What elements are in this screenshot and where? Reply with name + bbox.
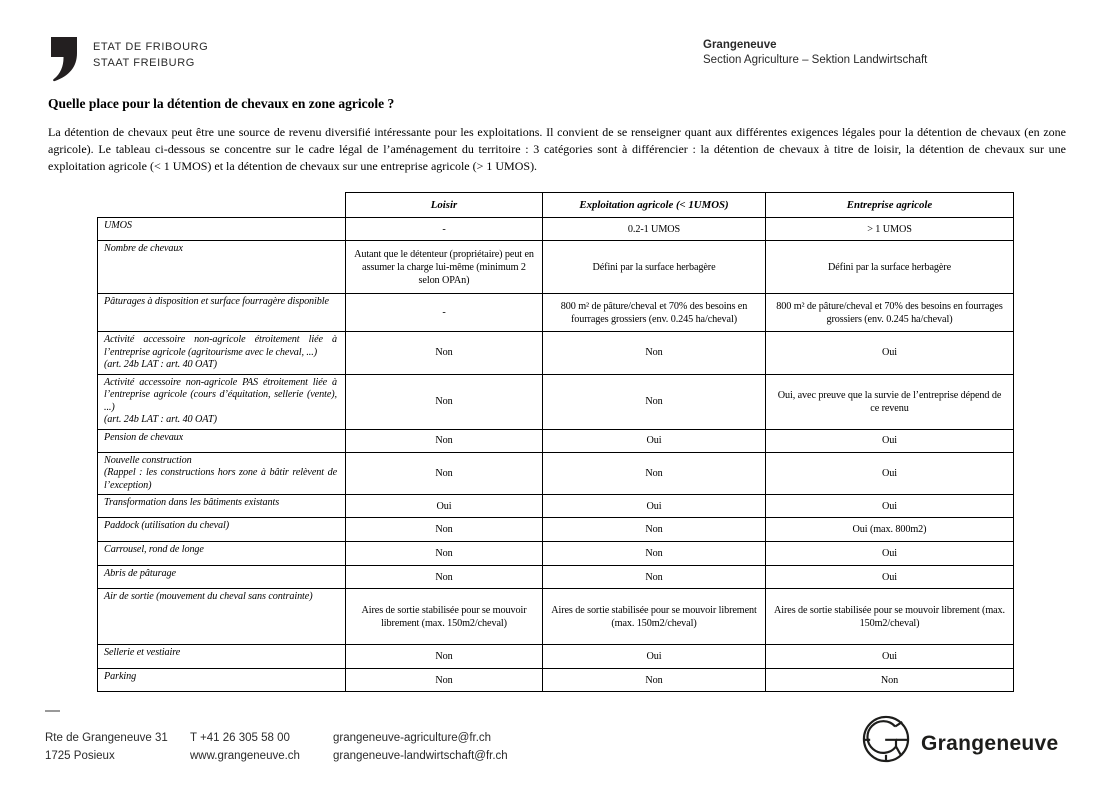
cell-exploitation: 0.2-1 UMOS — [543, 218, 766, 241]
cell-exploitation: Non — [543, 452, 766, 495]
cell-loisir: Non — [346, 566, 543, 589]
cell-loisir: Aires de sortie stabilisée pour se mouvoir librement (max. 150m2/cheval) — [346, 589, 543, 645]
cell-entreprise: Oui — [766, 332, 1014, 375]
row-label: Carrousel, rond de longe — [98, 542, 346, 566]
table-row — [98, 241, 1014, 294]
cell-loisir: Non — [346, 374, 543, 429]
cell-entreprise: Oui, avec preuve que la survie de l’entreprise dépend de ce revenu — [766, 374, 1014, 429]
intro-paragraph: La détention de chevaux peut être une source de revenu diversifié intéressante pour les exploitations. Il convient de se renseigner quant aux différentes exigences légales pour la détention de chevaux (en zone agricole). Le tableau ci-dessous se concentre sur le cadre légal de l’aménagement du territoire : 3 catégories sont à différencier : la détention de chevaux à titre de loisir, la détention de chevaux sur une exploitation agricole (< 1 UMOS) et la détention de chevaux sur une entreprise agricole (> 1 UMOS). — [48, 125, 1066, 173]
footer-email-landwirtschaft: grangeneuve-landwirtschaft@fr.ch — [333, 750, 508, 762]
cell-entreprise: Oui — [766, 645, 1014, 669]
cell-entreprise: Non — [766, 669, 1014, 692]
table-row — [98, 294, 1014, 332]
table-row — [98, 645, 1014, 669]
canton-name-de: STAAT FREIBURG — [93, 57, 195, 69]
cell-entreprise: Oui — [766, 429, 1014, 452]
row-label-text: Nouvelle construction — [104, 454, 192, 466]
row-label: Pension de chevaux — [98, 429, 346, 452]
row-label-text: Activité accessoire non-agricole étroitement liée à l’entreprise agricole (agritourisme avec le cheval, ...) — [104, 334, 337, 358]
cell-exploitation: Aires de sortie stabilisée pour se mouvoir librement (max. 150m2/cheval) — [543, 589, 766, 645]
cell-entreprise: Oui — [766, 495, 1014, 518]
fribourg-comma-logo-icon — [50, 36, 80, 89]
cell-loisir: Non — [346, 332, 543, 375]
canton-name-fr: ETAT DE FRIBOURG — [93, 41, 209, 53]
row-label-note: (Rappel : les constructions hors zone à bâtir relèvent de l’exception) — [104, 467, 337, 491]
row-label: Abris de pâturage — [98, 566, 346, 589]
cell-loisir: - — [346, 218, 543, 241]
table-header-row — [98, 193, 1014, 218]
cell-exploitation: Non — [543, 542, 766, 566]
row-label: Air de sortie (mouvement du cheval sans contrainte) — [98, 589, 346, 645]
column-header-exploitation: Exploitation agricole (< 1UMOS) — [543, 193, 766, 218]
cell-exploitation: Non — [543, 518, 766, 542]
row-label: Pâturages à disposition et surface fourragère disponible — [98, 294, 346, 332]
cell-exploitation: Oui — [543, 429, 766, 452]
cell-loisir: Non — [346, 452, 543, 495]
row-label: Sellerie et vestiaire — [98, 645, 346, 669]
cell-entreprise: Oui — [766, 566, 1014, 589]
footer-email-agriculture: grangeneuve-agriculture@fr.ch — [333, 732, 492, 744]
footer-emails — [333, 729, 508, 765]
row-label: Paddock (utilisation du cheval) — [98, 518, 346, 542]
cell-exploitation: Non — [543, 374, 766, 429]
row-label — [98, 332, 346, 375]
table-row — [98, 495, 1014, 518]
page-title: Quelle place pour la détention de chevaux en zone agricole ? — [48, 96, 395, 111]
footer-separator-dash: — — [45, 702, 60, 719]
row-label-note: (art. 24b LAT : art. 40 OAT) — [104, 414, 217, 425]
cell-exploitation: Non — [543, 332, 766, 375]
row-label — [98, 452, 346, 495]
table-row — [98, 566, 1014, 589]
cell-entreprise: Oui (max. 800m2) — [766, 518, 1014, 542]
canton-name-block — [93, 36, 208, 89]
cell-loisir: Autant que le détenteur (propriétaire) peut en assumer la charge lui-même (minimum 2 selon OPAn) — [346, 241, 543, 294]
cell-exploitation: Défini par la surface herbagère — [543, 241, 766, 294]
unit-name: Grangeneuve — [703, 39, 777, 51]
cell-entreprise: Défini par la surface herbagère — [766, 241, 1014, 294]
table-row — [98, 374, 1014, 429]
cell-exploitation: Oui — [543, 645, 766, 669]
column-header-loisir: Loisir — [346, 193, 543, 218]
table-row — [98, 518, 1014, 542]
cell-exploitation: 800 m² de pâture/cheval et 70% des besoins en fourrages grossiers (env. 0.245 ha/cheval) — [543, 294, 766, 332]
footer-contact — [190, 729, 300, 765]
table-row — [98, 452, 1014, 495]
header-empty-cell — [98, 193, 346, 218]
footer-city: 1725 Posieux — [45, 750, 115, 762]
footer-phone: T +41 26 305 58 00 — [190, 732, 290, 744]
cell-exploitation: Non — [543, 566, 766, 589]
cell-loisir: Non — [346, 645, 543, 669]
table-row — [98, 332, 1014, 375]
row-label: UMOS — [98, 218, 346, 241]
header-right — [703, 38, 927, 68]
cell-loisir: - — [346, 294, 543, 332]
cell-entreprise: Aires de sortie stabilisée pour se mouvoir librement (max. 150m2/cheval) — [766, 589, 1014, 645]
footer-website: www.grangeneuve.ch — [190, 750, 300, 762]
table-row — [98, 429, 1014, 452]
table-row — [98, 669, 1014, 692]
legal-categories-table — [97, 192, 1014, 692]
row-label-text: Activité accessoire non-agricole PAS étroitement liée à l’entreprise agricole (cours d’équitation, sellerie (vente), ...) — [104, 376, 337, 413]
footer-street: Rte de Grangeneuve 31 — [45, 732, 168, 744]
cell-entreprise: > 1 UMOS — [766, 218, 1014, 241]
row-label-note: (art. 24b LAT : art. 40 OAT) — [104, 359, 217, 370]
cell-entreprise: Oui — [766, 452, 1014, 495]
cell-loisir: Non — [346, 669, 543, 692]
grangeneuve-wordmark: Grangeneuve — [921, 732, 1059, 755]
row-label — [98, 374, 346, 429]
cell-exploitation: Non — [543, 669, 766, 692]
table-row — [98, 218, 1014, 241]
cell-entreprise: Oui — [766, 542, 1014, 566]
cell-loisir: Non — [346, 429, 543, 452]
header-left — [50, 36, 208, 89]
column-header-entreprise: Entreprise agricole — [766, 193, 1014, 218]
row-label: Parking — [98, 669, 346, 692]
cell-loisir: Non — [346, 542, 543, 566]
cell-exploitation: Oui — [543, 495, 766, 518]
grangeneuve-circle-g-logo-icon — [861, 714, 911, 769]
cell-entreprise: 800 m² de pâture/cheval et 70% des besoins en fourrages grossiers (env. 0.245 ha/cheval) — [766, 294, 1014, 332]
cell-loisir: Non — [346, 518, 543, 542]
footer-address — [45, 729, 168, 765]
row-label: Transformation dans les bâtiments existants — [98, 495, 346, 518]
table-row — [98, 542, 1014, 566]
unit-subtitle: Section Agriculture – Sektion Landwirtschaft — [703, 54, 928, 66]
cell-loisir: Oui — [346, 495, 543, 518]
row-label: Nombre de chevaux — [98, 241, 346, 294]
table-row — [98, 589, 1014, 645]
